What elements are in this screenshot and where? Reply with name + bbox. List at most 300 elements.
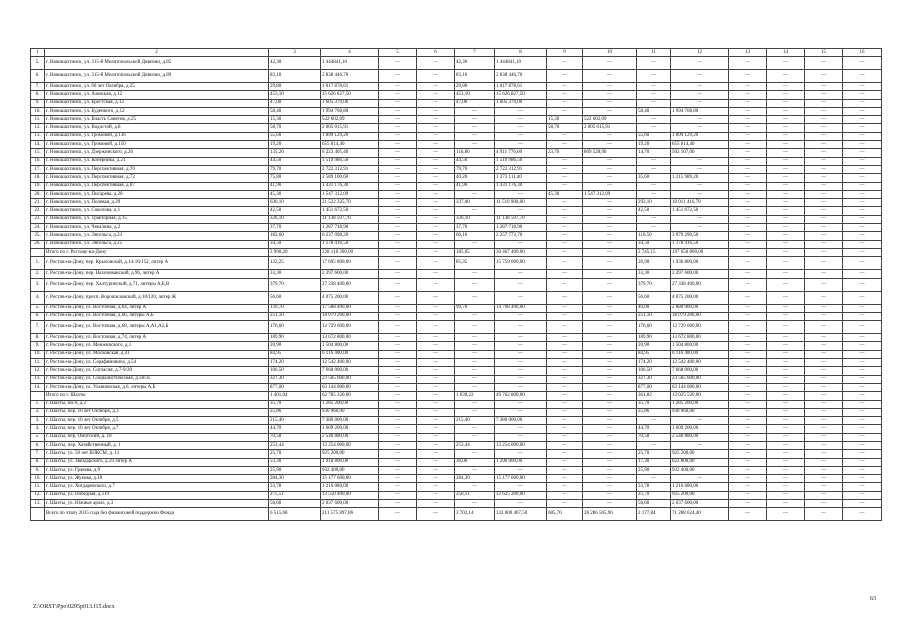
table-cell: — [583, 350, 637, 358]
table-cell: — [729, 383, 767, 391]
table-cell: — [729, 215, 767, 223]
table-cell: — [379, 400, 417, 408]
table-row [31, 312, 882, 320]
table-cell: 877,00 [269, 383, 321, 391]
table-cell: — [767, 165, 805, 173]
table-cell: — [767, 224, 805, 232]
table-cell: — [843, 224, 882, 232]
table-cell: — [417, 383, 455, 391]
table-row [31, 392, 882, 400]
table-cell: 11 138 597,70 [495, 215, 547, 223]
table-cell: — [729, 207, 767, 215]
table-cell: 14. [31, 141, 45, 149]
table-cell: 23 565 600,00 [321, 375, 379, 383]
table-cell: — [417, 270, 455, 278]
table-cell: — [729, 417, 767, 425]
table-row [31, 400, 882, 408]
table-cell: — [637, 182, 671, 190]
table-cell: — [767, 257, 805, 270]
table-row [31, 232, 882, 240]
table-cell: — [583, 224, 637, 232]
table-cell: 1 609 200,00 [321, 425, 379, 433]
table-cell: — [805, 182, 843, 190]
table-cell: — [767, 475, 805, 483]
table-cell: — [729, 270, 767, 278]
table-cell: — [417, 304, 455, 312]
table-cell: — [379, 199, 417, 207]
table-cell: 33,30 [269, 270, 321, 278]
table-cell: 2 257 773,70 [495, 232, 547, 240]
table-cell: — [583, 141, 637, 149]
table-cell: — [805, 232, 843, 240]
table-cell: 22. [31, 207, 45, 215]
table-cell: — [455, 207, 495, 215]
table-cell: 275,51 [269, 491, 321, 499]
column-number: 14 [767, 49, 805, 57]
table-cell: — [547, 433, 583, 441]
table-cell: 284,30 [269, 475, 321, 483]
table-cell: 13. [31, 375, 45, 383]
table-row [31, 224, 882, 232]
table-cell: 84,95 [269, 350, 321, 358]
table-cell: — [495, 124, 547, 132]
table-cell: — [417, 350, 455, 358]
table-cell: — [843, 433, 882, 441]
table-cell: — [547, 224, 583, 232]
address-cell: г. Ростов-на-Дону, пер. Крыловской, д.14-16/152, литер А [45, 257, 269, 270]
table-cell: — [417, 141, 455, 149]
table-cell: — [767, 441, 805, 449]
table-cell: 1 899 129,20 [671, 132, 729, 140]
table-cell: — [547, 334, 583, 342]
table-cell: — [455, 433, 495, 441]
table-cell: 12 729 600,00 [321, 321, 379, 334]
table-cell: 6. [31, 70, 45, 83]
table-cell: — [379, 425, 417, 433]
table-row [31, 466, 882, 474]
table-cell: — [767, 383, 805, 391]
table-cell: — [843, 182, 882, 190]
table-cell: — [583, 312, 637, 320]
table-cell: 11 138 597,70 [321, 215, 379, 223]
table-cell: — [379, 334, 417, 342]
table-cell: — [671, 157, 729, 165]
table-cell: 25,90 [637, 466, 671, 474]
table-cell: — [417, 132, 455, 140]
table-cell: 2 722 312,91 [495, 165, 547, 173]
table-cell: 4. [31, 425, 45, 433]
address-cell: г. Шахты, ул. Грачева, д.9 [45, 466, 269, 474]
table-cell: — [843, 475, 882, 483]
table-cell: 174,20 [269, 359, 321, 367]
table-cell: — [455, 190, 495, 198]
table-cell: 1 178 416,50 [671, 240, 729, 248]
table-cell: — [455, 132, 495, 140]
table-cell: 17,30 [637, 458, 671, 466]
table-cell: — [671, 124, 729, 132]
address-cell: г. Ростов-на-Дону, ул. Восточная, д.68, литеры А,А1,А2,Б [45, 321, 269, 334]
table-cell: — [767, 157, 805, 165]
table-cell: — [729, 232, 767, 240]
table-cell: — [805, 458, 843, 466]
table-cell: — [843, 141, 882, 149]
table-cell: — [583, 240, 637, 248]
address-cell: г. Новошахтинск, ул. Водостой, д.8 [45, 124, 269, 132]
table-cell: 16. [31, 157, 45, 165]
address-cell: г. Новошахтинск, ул. Громовой, д.150 [45, 141, 269, 149]
table-cell: — [455, 342, 495, 350]
address-cell: г. Ростов-на-Дону, ул. Восточная, д.74, литер А [45, 334, 269, 342]
table-cell: 3. [31, 278, 45, 291]
table-cell: 63 144 000,00 [671, 383, 729, 391]
table-cell: — [379, 257, 417, 270]
table-cell: 34,50 [269, 240, 321, 248]
table-cell: — [583, 375, 637, 383]
table-cell: 56,60 [637, 500, 671, 508]
table-row [31, 107, 882, 115]
table-cell: 58,40 [269, 107, 321, 115]
table-cell: 11 510 900,60 [495, 199, 547, 207]
table-cell: — [843, 321, 882, 334]
table-cell: 66,10 [455, 232, 495, 240]
table-cell: — [455, 116, 495, 124]
table-cell: — [495, 433, 547, 441]
table-cell: — [547, 248, 583, 256]
table-cell: 9. [31, 466, 45, 474]
table-cell: — [767, 215, 805, 223]
table-cell: — [379, 342, 417, 350]
table-cell: 25,86 [269, 408, 321, 416]
table-cell: 7. [31, 83, 45, 91]
table-cell: 15 177 600,00 [495, 475, 547, 483]
table-cell: 215,40 [269, 417, 321, 425]
address-cell: г. Новошахтинск, ул. Громовой, д.136 [45, 132, 269, 140]
table-cell: 85,35 [455, 257, 495, 270]
table-row [31, 116, 882, 124]
table-cell: — [417, 312, 455, 320]
table-cell: — [379, 312, 417, 320]
table-cell: 1 519 986,50 [495, 157, 547, 165]
table-cell: 35,70 [637, 400, 671, 408]
table-cell: — [805, 149, 843, 157]
table-cell: — [583, 91, 637, 99]
table-cell: — [805, 392, 843, 400]
table-cell: 2 397 600,00 [671, 270, 729, 278]
table-cell: 84,95 [637, 350, 671, 358]
table-cell: — [417, 199, 455, 207]
table-row [31, 359, 882, 367]
table-cell: 17 588 400,00 [321, 304, 379, 312]
table-cell: — [417, 441, 455, 449]
table-cell: 40,00 [637, 304, 671, 312]
table-cell: 6. [31, 441, 45, 449]
table-cell: 1 504 800,00 [671, 342, 729, 350]
table-cell: 23. [31, 215, 45, 223]
table-cell: 253,44 [455, 441, 495, 449]
table-cell: — [547, 392, 583, 400]
table-cell: — [805, 441, 843, 449]
table-row [31, 190, 882, 198]
table-cell: — [583, 215, 637, 223]
table-cell: — [843, 350, 882, 358]
table-cell: 13 672 800,00 [321, 334, 379, 342]
table-cell: — [495, 408, 547, 416]
table-cell: — [729, 483, 767, 491]
table-cell: — [729, 400, 767, 408]
table-cell: — [805, 483, 843, 491]
table-cell: 75,80 [269, 174, 321, 182]
table-row [31, 174, 882, 182]
table-cell: 28 286 565,96 [583, 508, 637, 521]
table-cell: 253,44 [269, 441, 321, 449]
table-cell: 326,10 [455, 215, 495, 223]
table-cell: 1 373 111,40 [495, 174, 547, 182]
table-cell: 7 668 000,00 [671, 367, 729, 375]
table-cell: 70,58 [637, 433, 671, 441]
table-cell: — [583, 475, 637, 483]
column-number: 1 [31, 49, 45, 57]
table-row [31, 149, 882, 157]
table-cell: — [843, 165, 882, 173]
table-cell: 116,50 [637, 232, 671, 240]
table-cell: 44,70 [637, 425, 671, 433]
table-cell: — [547, 425, 583, 433]
table-cell: 56,60 [269, 291, 321, 304]
table-cell: 1 899 129,20 [321, 132, 379, 140]
table-cell: 15. [31, 149, 45, 157]
table-cell: 685,70 [547, 508, 583, 521]
table-cell: — [729, 199, 767, 207]
table-cell: — [547, 99, 583, 107]
header-row [31, 49, 882, 57]
table-cell: — [767, 334, 805, 342]
table-cell: — [805, 400, 843, 408]
table-cell: — [583, 207, 637, 215]
table-cell: 1 547 312,09 [583, 190, 637, 198]
table-cell: — [417, 475, 455, 483]
table-row [31, 334, 882, 342]
table-cell: — [583, 367, 637, 375]
table-cell: — [495, 240, 547, 248]
table-cell: 26. [31, 240, 45, 248]
table-cell: — [583, 107, 637, 115]
column-number: 16 [843, 49, 882, 57]
table-cell: — [583, 425, 637, 433]
table-row [31, 375, 882, 383]
table-cell: — [495, 359, 547, 367]
table-cell: — [417, 342, 455, 350]
table-cell: — [379, 91, 417, 99]
table-body [31, 49, 882, 521]
table-cell: — [495, 334, 547, 342]
table-cell: — [547, 278, 583, 291]
table-cell: — [843, 257, 882, 270]
table-cell: 13 025 520,00 [671, 392, 729, 400]
table-cell: — [417, 278, 455, 291]
table-cell: — [729, 240, 767, 248]
table-cell: 2 005 015,91 [321, 124, 379, 132]
table-cell: 3 979 290,50 [671, 232, 729, 240]
table-cell: — [417, 321, 455, 334]
table-cell: — [767, 417, 805, 425]
table-cell: — [455, 500, 495, 508]
table-cell: 2 037 600,00 [321, 500, 379, 508]
table-cell: — [583, 408, 637, 416]
address-cell: г. Новошахтинск, ул. Энгельса, д.25 [45, 240, 269, 248]
address-cell: г. Шахты, пер. Омотский, д. 18 [45, 433, 269, 441]
table-cell: — [417, 165, 455, 173]
table-cell: 4 911 776,60 [495, 149, 547, 157]
table-cell: — [417, 149, 455, 157]
table-cell: 13. [31, 132, 45, 140]
table-row [31, 83, 882, 91]
table-cell: 337,00 [455, 199, 495, 207]
table-cell: — [379, 57, 417, 70]
table-cell: 327,30 [637, 375, 671, 383]
table-cell: 176,60 [637, 321, 671, 334]
table-row [31, 342, 882, 350]
table-cell: 10 011 416,70 [671, 199, 729, 207]
table-cell: — [547, 312, 583, 320]
table-cell: — [637, 91, 671, 99]
table-cell: — [805, 257, 843, 270]
table-cell: — [547, 91, 583, 99]
address-cell: г. Ростов-на-Дону, пер. Халтуринский, д.71, литеры А,Б,В [45, 278, 269, 291]
table-cell: 58,70 [269, 124, 321, 132]
table-cell: — [495, 375, 547, 383]
table-cell: — [767, 400, 805, 408]
table-cell: — [805, 91, 843, 99]
table-cell: 1 994 768,80 [671, 107, 729, 115]
table-cell: — [583, 400, 637, 408]
table-cell: 174,20 [637, 359, 671, 367]
table-cell [31, 248, 45, 256]
address-cell: г. Шахты, пер. 10 лет Октября, д.3 [45, 408, 269, 416]
table-cell: — [637, 190, 671, 198]
table-cell: — [379, 99, 417, 107]
address-cell: г. Новошахтинск, ул. Дзержинского, д.20 [45, 149, 269, 157]
table-cell: — [767, 107, 805, 115]
table-cell: — [547, 359, 583, 367]
table-cell: — [417, 466, 455, 474]
table-cell: — [767, 240, 805, 248]
table-cell: 284,30 [455, 475, 495, 483]
table-cell: 379,70 [637, 278, 671, 291]
table-cell: 251,10 [637, 312, 671, 320]
table-cell: 2 540 880,00 [321, 433, 379, 441]
table-cell: 1 519 986,50 [321, 157, 379, 165]
table-cell: 13 550 400,00 [321, 491, 379, 499]
table-cell: — [379, 174, 417, 182]
table-cell: — [843, 232, 882, 240]
table-cell: — [583, 466, 637, 474]
table-cell: — [583, 342, 637, 350]
table-cell: — [417, 182, 455, 190]
table-cell: — [843, 99, 882, 107]
table-cell: — [417, 207, 455, 215]
table-cell: — [379, 450, 417, 458]
table-cell: — [379, 491, 417, 499]
table-cell: — [495, 116, 547, 124]
address-cell: г. Шахты, пер. 10 лет Октября, д.7 [45, 425, 269, 433]
table-cell: — [455, 124, 495, 132]
table-row [31, 475, 882, 483]
table-cell: 37,70 [455, 224, 495, 232]
table-cell: — [417, 367, 455, 375]
table-cell: — [729, 278, 767, 291]
table-cell: — [805, 383, 843, 391]
table-cell: — [805, 224, 843, 232]
address-cell: г. Ростов-на-Дону, ул. Восточная, д.64, литер А [45, 304, 269, 312]
table-cell: — [547, 475, 583, 483]
table-cell: — [583, 450, 637, 458]
table-cell: 877,00 [637, 383, 671, 391]
address-cell: г. Ростов-на-Дону, ул. Согласия, д.7-9/20 [45, 367, 269, 375]
table-cell: — [805, 124, 843, 132]
table-cell: — [767, 367, 805, 375]
table-cell: 29,80 [455, 83, 495, 91]
table-cell: — [805, 141, 843, 149]
table-cell: 20,90 [637, 342, 671, 350]
table-cell: — [547, 375, 583, 383]
column-number: 7 [455, 49, 495, 57]
table-cell: 2 397 600,00 [321, 270, 379, 278]
table-cell: 9. [31, 342, 45, 350]
address-cell: г. Новошахтинск, ул. Энгельса, д.23 [45, 232, 269, 240]
table-cell: 379,70 [269, 278, 321, 291]
table-cell: — [547, 215, 583, 223]
table-cell: — [583, 257, 637, 270]
table-cell: — [379, 433, 417, 441]
table-cell: — [843, 124, 882, 132]
table-cell: — [417, 257, 455, 270]
table-cell: — [547, 483, 583, 491]
table-cell: — [495, 500, 547, 508]
table-cell: 56,60 [269, 500, 321, 508]
table-cell: — [495, 270, 547, 278]
table-cell: — [417, 408, 455, 416]
table-cell: 1 401,04 [269, 392, 321, 400]
table-cell: — [805, 466, 843, 474]
table-cell: — [805, 157, 843, 165]
column-number: 8 [495, 49, 547, 57]
table-cell: — [583, 70, 637, 83]
table-cell: — [547, 321, 583, 334]
table-row [31, 257, 882, 270]
table-cell [31, 392, 45, 400]
table-row [31, 408, 882, 416]
table-cell: 189,90 [637, 334, 671, 342]
table-cell: — [583, 383, 637, 391]
table-cell: — [379, 70, 417, 83]
table-cell: 8. [31, 334, 45, 342]
table-cell: 10. [31, 107, 45, 115]
column-number: 3 [269, 49, 321, 57]
table-cell: — [455, 367, 495, 375]
table-cell: — [379, 466, 417, 474]
table-cell: — [417, 500, 455, 508]
table-row [31, 441, 882, 449]
table-cell: — [729, 83, 767, 91]
table-row [31, 450, 882, 458]
table-cell: 42,30 [269, 57, 321, 70]
table-cell: — [583, 165, 637, 173]
table-cell: 42,50 [637, 207, 671, 215]
address-cell: г. Шахты, ул. Южные архаз, д.3 [45, 500, 269, 508]
table-cell: — [417, 392, 455, 400]
table-cell: — [379, 383, 417, 391]
table-row [31, 70, 882, 83]
